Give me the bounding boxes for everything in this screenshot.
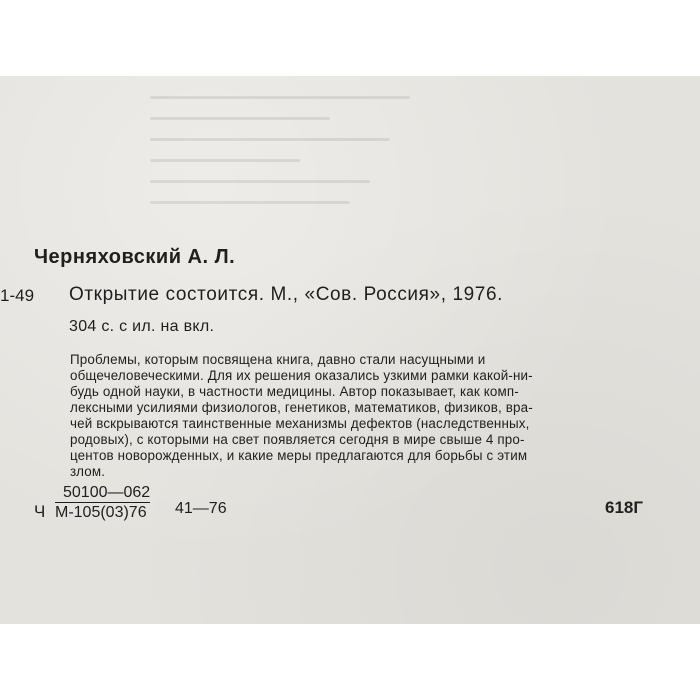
annotation-line: злом. — [70, 464, 106, 479]
classification-fraction — [55, 484, 150, 522]
annotation-line: родовых), с которыми на свет появляется сегодня в мире свыше 4 про- — [70, 432, 525, 447]
classification-suffix: 41—76 — [175, 500, 227, 517]
annotation-line: будь одной науки, в частности медицины. Автор показывает, как комп- — [70, 384, 519, 399]
physical-description: 304 с. с ил. на вкл. — [69, 318, 215, 335]
fraction-numerator: 50100—062 — [63, 484, 151, 501]
classification-prefix: Ч — [34, 502, 46, 521]
annotation-line: Проблемы, которым посвящена книга, давно стали насущными и — [70, 352, 486, 367]
fraction-denominator: М-105(03)76 — [55, 502, 150, 522]
annotation-line: чей вскрываются таинственные механизмы дефектов (наследственных, — [70, 416, 530, 431]
price-code: 618Г — [605, 498, 644, 517]
catalog-page — [0, 76, 700, 624]
title-and-imprint: Открытие состоится. М., «Сов. Россия», 1976. — [69, 284, 504, 305]
annotation-line: центов новорожденных, и какие меры предлагаются для борьбы с этим — [70, 448, 528, 463]
index-code: 1-49 — [0, 286, 35, 305]
annotation-line: общечеловеческими. Для их решения оказались узкими рамки какой-ни- — [70, 368, 533, 383]
author-name: Черняховский А. Л. — [34, 246, 236, 268]
show-through-texture — [150, 96, 450, 256]
annotation-line: лексными усилиями физиологов, генетиков, математиков, физиков, вра- — [70, 400, 533, 415]
annotation — [70, 352, 670, 480]
